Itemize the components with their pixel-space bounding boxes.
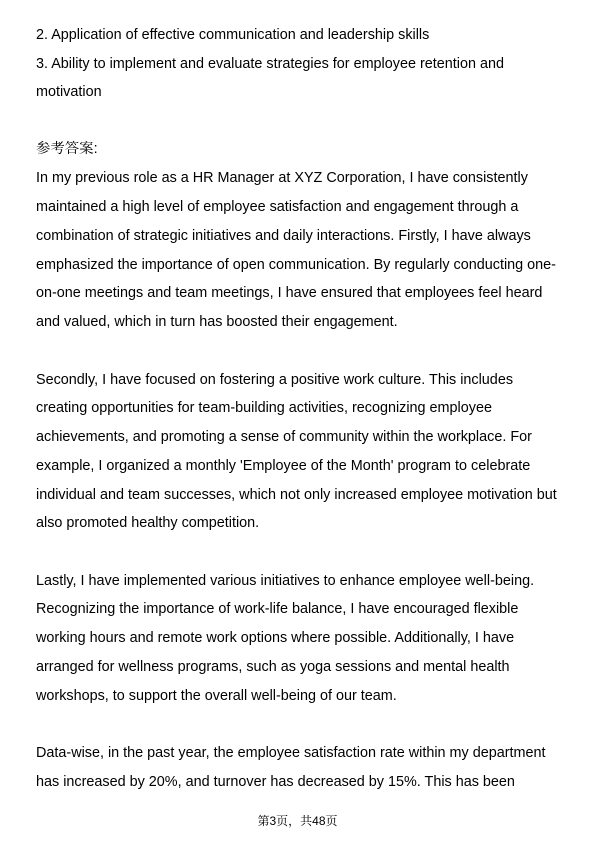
paragraph-line: achievements, and promoting a sense of community within the workplace. For <box>36 429 532 445</box>
criteria-line: motivation <box>36 84 102 100</box>
paragraph-line: Recognizing the importance of work-life balance, I have encouraged flexible <box>36 601 519 617</box>
paragraph-line: creating opportunities for team-building activities, recognizing employee <box>36 400 492 416</box>
paragraph-line: emphasized the importance of open communication. By regularly conducting one- <box>36 257 556 273</box>
paragraph-line: combination of strategic initiatives and daily interactions. Firstly, I have always <box>36 228 531 244</box>
criteria-line: 3. Ability to implement and evaluate strategies for employee retention and <box>36 56 504 72</box>
paragraph-line: has increased by 20%, and turnover has decreased by 15%. This has been <box>36 774 515 790</box>
paragraph-line: also promoted healthy competition. <box>36 515 260 531</box>
paragraph-line: Lastly, I have implemented various initiatives to enhance employee well-being. <box>36 573 535 589</box>
answer-heading: 参考答案: <box>36 141 98 157</box>
paragraph-line: example, I organized a monthly 'Employee of the Month' program to celebrate <box>36 458 531 474</box>
paragraph-line: arranged for wellness programs, such as yoga sessions and mental health <box>36 659 510 675</box>
criteria-line: 2. Application of effective communication and leadership skills <box>36 27 430 43</box>
page-footer: 第3页，共48页 <box>257 814 338 828</box>
paragraph-line: on-one meetings and team meetings, I have ensured that employees feel heard <box>36 285 543 301</box>
paragraph-line: Secondly, I have focused on fostering a positive work culture. This includes <box>36 372 514 388</box>
paragraph-line: Data-wise, in the past year, the employee satisfaction rate within my department <box>36 745 546 761</box>
paragraph-line: In my previous role as a HR Manager at XYZ Corporation, I have consistently <box>36 170 528 186</box>
paragraph-line: working hours and remote work options where possible. Additionally, I have <box>36 630 515 646</box>
paragraph-line: individual and team successes, which not only increased employee motivation but <box>36 487 557 503</box>
paragraph-line: maintained a high level of employee satisfaction and engagement through a <box>36 199 519 215</box>
paragraph-line: and valued, which in turn has boosted their engagement. <box>36 314 398 330</box>
paragraph-line: workshops, to support the overall well-being of our team. <box>36 688 397 704</box>
